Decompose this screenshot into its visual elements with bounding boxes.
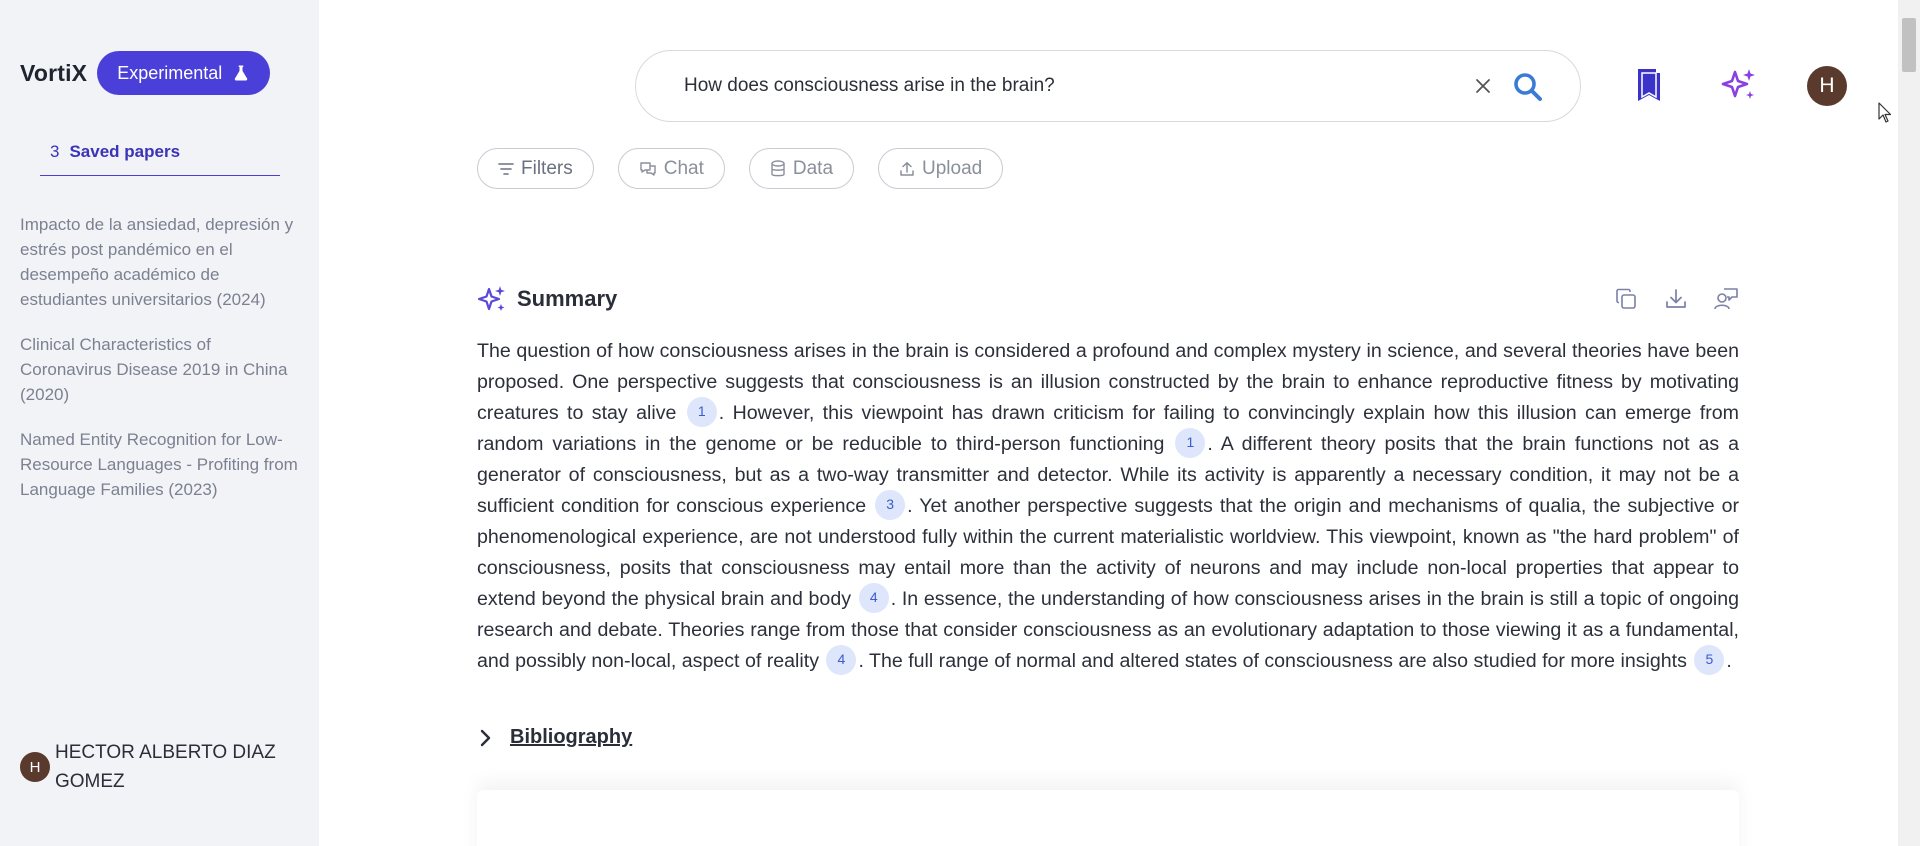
data-label: Data	[792, 157, 834, 179]
citation-badge[interactable]: 4	[859, 583, 889, 613]
user-profile[interactable]	[20, 738, 300, 796]
feedback-icon	[1713, 286, 1739, 312]
saved-papers-count: 3	[50, 141, 60, 161]
bibliography-toggle[interactable]	[480, 726, 632, 749]
saved-paper-item[interactable]: Named Entity Recognition for Low-Resource Languages - Profiting from Language Families (2023)	[20, 430, 298, 499]
summary-sentence: . The full range of normal and altered states of consciousness are also studied for more insights	[858, 650, 1687, 672]
filters-button[interactable]	[477, 148, 594, 189]
upload-button[interactable]	[878, 148, 1003, 189]
feedback-button[interactable]	[1712, 285, 1740, 313]
summary-text	[477, 336, 1739, 677]
user-name: HECTOR ALBERTO DIAZ GOMEZ	[55, 742, 276, 792]
summary-header	[477, 284, 617, 314]
clear-search-button[interactable]	[1470, 73, 1496, 99]
summary-sentence: .	[1726, 650, 1732, 672]
saved-paper-item[interactable]: Clinical Characteristics of Coronavirus Disease 2019 in China (2020)	[20, 335, 288, 404]
database-icon	[770, 160, 786, 178]
copy-icon	[1614, 287, 1638, 311]
download-icon	[1664, 287, 1688, 311]
filter-icon	[498, 162, 514, 176]
saved-paper-item[interactable]: Impacto de la ansiedad, depresión y estrés post pandémico en el desempeño académico de estudiantes universitarios (2024)	[20, 215, 294, 309]
citation-badge[interactable]: 1	[1175, 428, 1205, 458]
chat-label: Chat	[663, 157, 704, 179]
citation-badge[interactable]: 3	[875, 490, 905, 520]
search-input[interactable]: How does consciousness arise in the brain?	[684, 75, 1055, 96]
experimental-label: Experimental	[117, 62, 223, 83]
summary-actions	[1612, 285, 1762, 313]
filters-label: Filters	[521, 157, 573, 179]
brand-row	[20, 51, 270, 95]
close-icon	[1475, 78, 1491, 94]
mouse-cursor-icon	[1878, 102, 1892, 124]
bibliography-label: Bibliography	[510, 726, 633, 748]
sidebar	[0, 0, 319, 846]
upload-label: Upload	[922, 157, 983, 179]
sparkle-icon[interactable]	[1720, 66, 1758, 104]
flask-icon	[232, 64, 250, 82]
summary-title: Summary	[517, 286, 618, 311]
copy-button[interactable]	[1612, 285, 1640, 313]
download-button[interactable]	[1662, 285, 1690, 313]
summary-sentence: . However, this viewpoint has drawn criticism for failing to convincingly explain how this illusion can emerge from random variations in the genome or be reducible to third-person functioning	[477, 402, 1739, 455]
saved-papers-tab[interactable]	[40, 128, 280, 176]
chevron-right-icon	[480, 729, 492, 747]
sparkle-icon	[477, 284, 507, 314]
bookmark-icon[interactable]	[1634, 67, 1664, 103]
upload-icon	[899, 161, 915, 177]
saved-papers-label: Saved papers	[69, 141, 181, 161]
citation-badge[interactable]: 4	[826, 645, 856, 675]
summary-sentence: . Yet another perspective suggests that the origin and mechanisms of qualia, the subjective or phenomenological experience, are not understood fully within the current materialistic worldview. This viewpoint, known as "the hard problem" of consciousness, posits that consciousness may entail more than the activity of neurons and may include non-local properties that appear to extend beyond the physical brain and body	[477, 495, 1739, 610]
chat-button[interactable]	[618, 148, 725, 189]
search-bar[interactable]	[635, 50, 1581, 122]
summary-sentence: . A different theory posits that the brain functions not as a generator of consciousness, but as a two-way transmitter and detector. While its activity is apparently a necessary condition, it may not be a sufficient condition for conscious experience	[477, 433, 1739, 517]
user-avatar: H	[20, 752, 50, 782]
citation-badge[interactable]: 1	[687, 397, 717, 427]
search-icon[interactable]	[1512, 71, 1544, 103]
scrollbar-thumb[interactable]	[1902, 18, 1916, 72]
brand-logo[interactable]: VortiX	[20, 59, 88, 86]
summary-sentence: . In essence, the understanding of how consciousness arises in the brain is still a topic of ongoing research and debate. Theories range from those that consider consciousness as an evolutionary adaptation to those viewing it as a fundamental, and possibly non-local, aspect of reality	[477, 588, 1739, 672]
data-button[interactable]	[749, 148, 854, 189]
header-avatar[interactable]: H	[1807, 66, 1847, 106]
summary-sentence: The question of how consciousness arises in the brain is considered a profound and complex mystery in science, and several theories have been proposed. One perspective suggests that consciousness is an illusion constructed by the brain to enhance reproductive fitness by motivating creatures to stay alive	[477, 340, 1739, 424]
experimental-badge[interactable]	[97, 51, 270, 95]
citation-badge[interactable]: 5	[1694, 645, 1724, 675]
chat-icon	[639, 161, 657, 177]
results-card	[477, 790, 1739, 846]
page-scrollbar[interactable]	[1898, 0, 1920, 846]
saved-paper-list	[20, 212, 302, 522]
toolbar	[477, 148, 1027, 189]
